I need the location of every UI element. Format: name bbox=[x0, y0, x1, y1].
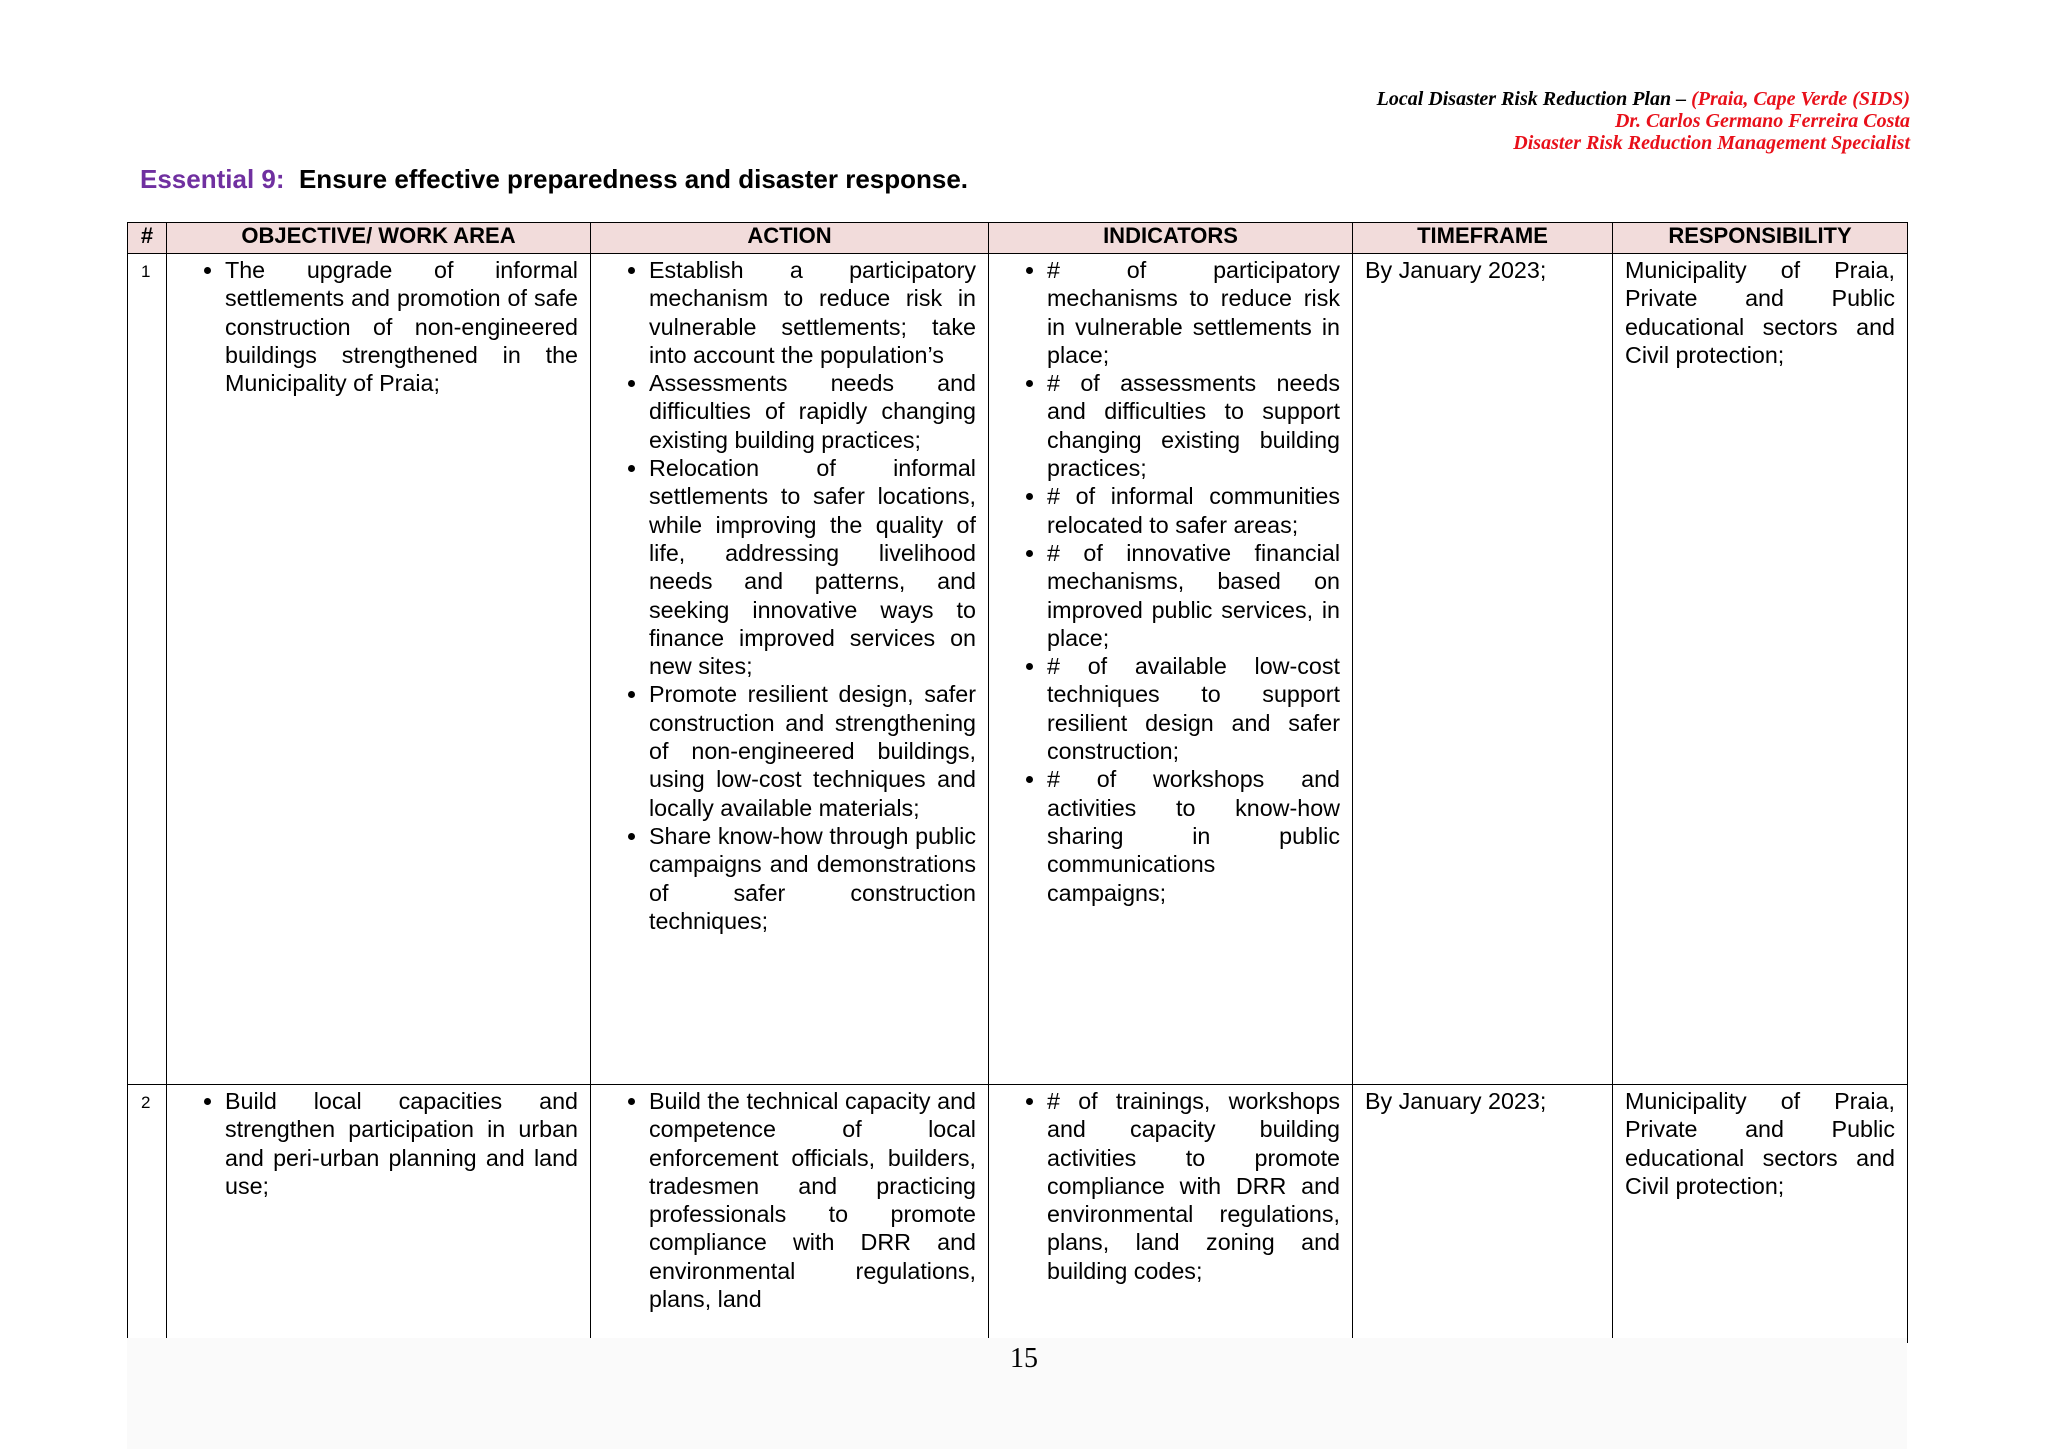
table-header-row bbox=[128, 223, 1908, 254]
indicator-item: • # of innovative financial mechanisms, based on improved public services, in place; bbox=[1047, 539, 1340, 652]
column-header-objective: OBJECTIVE/ WORK AREA bbox=[167, 223, 591, 254]
plan-place: (Praia, Cape Verde (SIDS) bbox=[1691, 88, 1910, 110]
column-header-number: # bbox=[128, 223, 167, 254]
plan-title-line bbox=[1377, 88, 1910, 110]
essential-title: Ensure effective preparedness and disaster response. bbox=[298, 164, 969, 194]
indicators-cell bbox=[989, 1085, 1353, 1343]
indicator-clip bbox=[1001, 1087, 1340, 1337]
action-cell bbox=[591, 254, 989, 1085]
objective-item: • The upgrade of informal settlements and promotion of safe construction of non-engineered buildings strengthened in the Municipality of Praia; bbox=[225, 256, 578, 397]
author-name: Dr. Carlos Germano Ferreira Costa bbox=[1614, 110, 1910, 132]
row-number: 1 bbox=[128, 254, 167, 1085]
action-item: • Promote resilient design, safer construction and strengthening of non-engineered buildings, using low-cost techniques and locally available materials; bbox=[649, 680, 976, 821]
indicator-item: • # of assessments needs and difficulties to support changing existing building practices; bbox=[1047, 369, 1340, 482]
table-row bbox=[128, 1085, 1908, 1343]
indicators-cell bbox=[989, 254, 1353, 1085]
action-item: • Assessments needs and difficulties of rapidly changing existing building practices; bbox=[649, 369, 976, 454]
column-header-timeframe: TIMEFRAME bbox=[1353, 223, 1613, 254]
essential-heading bbox=[140, 164, 968, 195]
indicator-item: • # of participatory mechanisms to reduce risk in vulnerable settlements in place; bbox=[1047, 256, 1340, 369]
column-header-indicators: INDICATORS bbox=[989, 223, 1353, 254]
document-header bbox=[1377, 88, 1910, 154]
column-header-responsibility: RESPONSIBILITY bbox=[1613, 223, 1908, 254]
action-item: • Establish a participatory mechanism to reduce risk in vulnerable settlements; take into account the population’s bbox=[649, 256, 976, 369]
column-header-action: ACTION bbox=[591, 223, 989, 254]
objective-cell bbox=[167, 254, 591, 1085]
action-clip bbox=[603, 1087, 976, 1337]
plan-table bbox=[127, 222, 1908, 1343]
essential-label: Essential 9: bbox=[140, 164, 285, 194]
indicator-item: • # of workshops and activities to know-how sharing in public communications campaigns; bbox=[1047, 765, 1340, 906]
indicator-item: • # of available low-cost techniques to support resilient design and safer construction; bbox=[1047, 652, 1340, 765]
responsibility-cell: Municipality of Praia, Private and Public educational sectors and Civil protection; bbox=[1613, 254, 1908, 1085]
objective-cell bbox=[167, 1085, 591, 1343]
responsibility-cell: Municipality of Praia, Private and Public educational sectors and Civil protection; bbox=[1613, 1085, 1908, 1343]
author-role: Disaster Risk Reduction Management Specialist bbox=[1513, 132, 1910, 154]
action-item: • Build the technical capacity and competence of local enforcement officials, builders, tradesmen and practicing professionals to promote compliance with DRR and environmental regulations, plans, land bbox=[649, 1087, 976, 1313]
row-number: 2 bbox=[128, 1085, 167, 1343]
indicator-item: • # of informal communities relocated to safer areas; bbox=[1047, 482, 1340, 539]
action-cell bbox=[591, 1085, 989, 1343]
page-number: 15 bbox=[1010, 1343, 1038, 1374]
timeframe-cell: By January 2023; bbox=[1353, 254, 1613, 1085]
indicator-item: • # of trainings, workshops and capacity building activities to promote compliance with DRR and environmental regulations, plans, land zoning and building codes; bbox=[1047, 1087, 1340, 1285]
timeframe-cell: By January 2023; bbox=[1353, 1085, 1613, 1343]
action-item: • Share know-how through public campaigns and demonstrations of safer construction techniques; bbox=[649, 822, 976, 935]
table-row bbox=[128, 254, 1908, 1085]
plan-title: Local Disaster Risk Reduction Plan – bbox=[1376, 88, 1692, 110]
objective-item: • Build local capacities and strengthen participation in urban and peri-urban planning and land use; bbox=[225, 1087, 578, 1200]
action-item: • Relocation of informal settlements to safer locations, while improving the quality of life, addressing livelihood needs and patterns, and seeking innovative ways to finance improved services on new sites; bbox=[649, 454, 976, 680]
